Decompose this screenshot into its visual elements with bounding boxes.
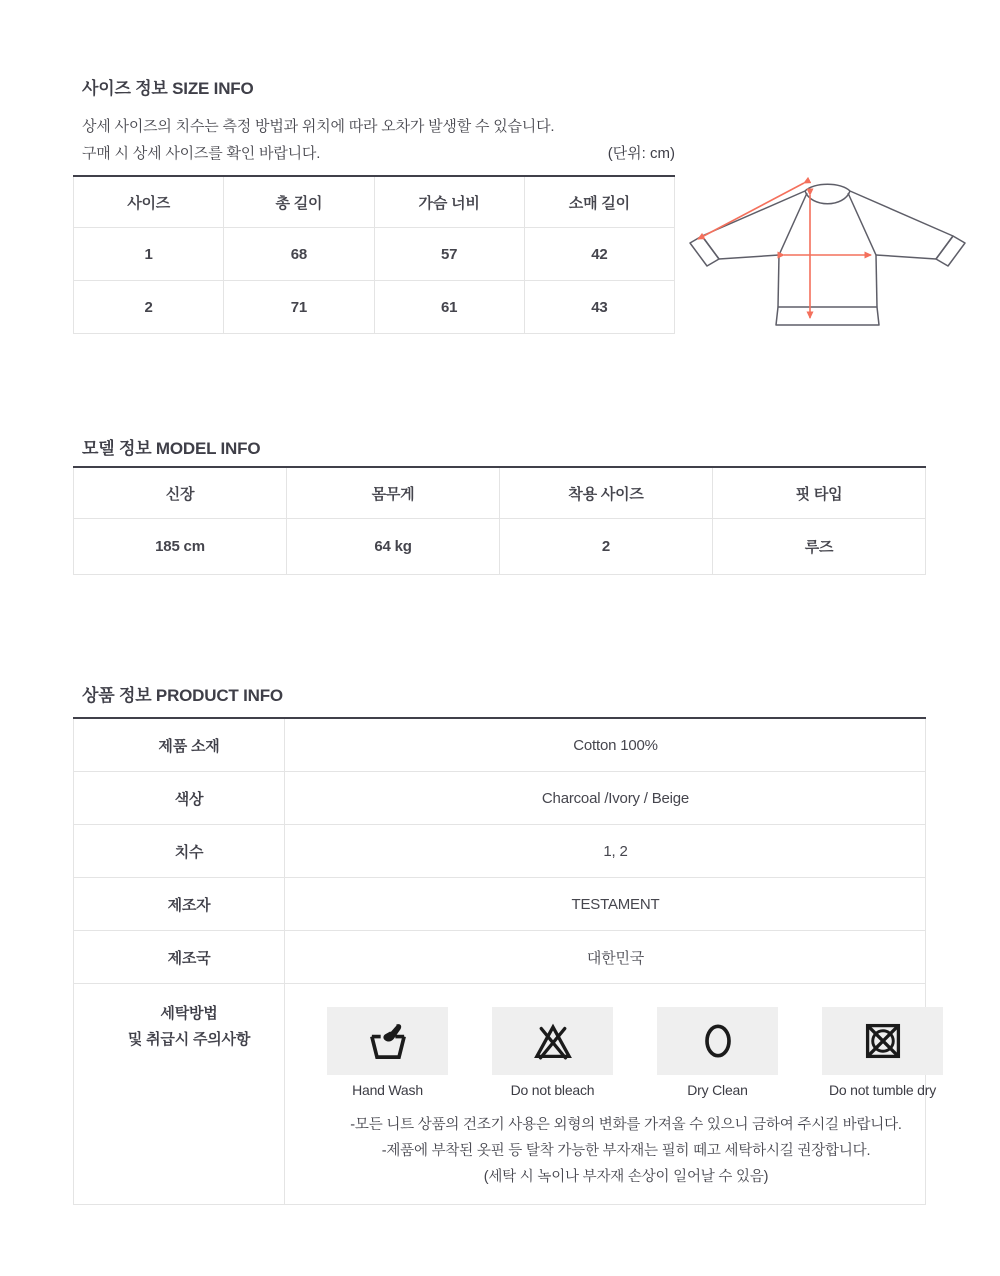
model-table-header: 몸무게 bbox=[287, 467, 500, 519]
size-info-title bbox=[82, 74, 253, 99]
size-cell: 43 bbox=[524, 281, 674, 334]
product-label: 색상 bbox=[74, 772, 285, 825]
product-row-care bbox=[74, 984, 926, 1205]
section-title-text: 상품 정보 PRODUCT INFO bbox=[82, 686, 283, 705]
product-value: TESTAMENT bbox=[285, 878, 926, 931]
care-icon-box bbox=[657, 1007, 778, 1075]
care-notes bbox=[327, 1112, 925, 1190]
product-value: Cotton 100% bbox=[285, 718, 926, 772]
size-table-header: 총 길이 bbox=[224, 176, 374, 228]
care-icon-box bbox=[327, 1007, 448, 1075]
measurement-arrows-icon bbox=[698, 183, 871, 318]
do-not-tumble-dry-icon bbox=[861, 1019, 905, 1063]
product-row-manufacturer bbox=[74, 878, 926, 931]
size-info-desc-line1: 상세 사이즈의 치수는 측정 방법과 위치에 따라 오차가 발생할 수 있습니다. bbox=[82, 118, 555, 135]
product-row-color bbox=[74, 772, 926, 825]
do-not-bleach-icon bbox=[531, 1019, 575, 1063]
size-table-row bbox=[74, 228, 675, 281]
care-icon-box bbox=[822, 1007, 943, 1075]
model-table-row bbox=[74, 519, 926, 575]
care-label-line2: 및 취급시 주의사항 bbox=[127, 1031, 251, 1048]
product-label: 치수 bbox=[74, 825, 285, 878]
product-label: 제조자 bbox=[74, 878, 285, 931]
model-table bbox=[73, 466, 926, 575]
product-value: Charcoal /Ivory / Beige bbox=[285, 772, 926, 825]
size-table bbox=[73, 175, 675, 334]
sleeve-length-arrow bbox=[698, 183, 804, 239]
model-cell: 185 cm bbox=[74, 519, 287, 575]
model-table-header: 신장 bbox=[74, 467, 287, 519]
size-table-header: 소매 길이 bbox=[524, 176, 674, 228]
care-item-do-not-tumble-dry bbox=[822, 1007, 943, 1098]
product-label: 제조국 bbox=[74, 931, 285, 984]
size-info-desc-line2: 구매 시 상세 사이즈를 확인 바랍니다. bbox=[82, 145, 321, 162]
model-info-title bbox=[82, 434, 260, 459]
size-table-header: 사이즈 bbox=[74, 176, 224, 228]
care-caption: Do not bleach bbox=[510, 1082, 595, 1098]
product-row-country bbox=[74, 931, 926, 984]
product-table bbox=[73, 717, 937, 1205]
care-content-cell bbox=[285, 984, 937, 1205]
size-table-row bbox=[74, 281, 675, 334]
size-table-header-row bbox=[74, 176, 675, 228]
care-caption: Do not tumble dry bbox=[828, 1082, 937, 1098]
size-cell: 68 bbox=[224, 228, 374, 281]
care-note-line: (세탁 시 녹이나 부자재 손상이 일어날 수 있음) bbox=[483, 1169, 769, 1185]
dry-clean-icon bbox=[696, 1019, 740, 1063]
care-icon-box bbox=[492, 1007, 613, 1075]
care-label-line1: 세탁방법 bbox=[160, 1005, 218, 1022]
size-cell: 42 bbox=[524, 228, 674, 281]
care-label bbox=[74, 984, 285, 1205]
care-item-dry-clean bbox=[657, 1007, 778, 1098]
model-table-header: 착용 사이즈 bbox=[500, 467, 713, 519]
hand-wash-icon bbox=[366, 1019, 410, 1063]
product-info-title bbox=[82, 681, 283, 706]
section-title-text: 사이즈 정보 SIZE INFO bbox=[82, 79, 254, 98]
size-cell: 61 bbox=[374, 281, 524, 334]
product-row-size bbox=[74, 825, 926, 878]
care-caption: Dry Clean bbox=[687, 1082, 748, 1098]
product-label: 제품 소재 bbox=[74, 718, 285, 772]
size-cell: 57 bbox=[374, 228, 524, 281]
product-row-material bbox=[74, 718, 926, 772]
care-note-line: -모든 니트 상품의 건조기 사용은 외형의 변화를 가져올 수 있으니 금하여 주시길 바랍니다. bbox=[350, 1117, 902, 1133]
garment-measurement-diagram bbox=[680, 160, 980, 350]
care-icons-row bbox=[327, 1007, 937, 1098]
model-cell: 루즈 bbox=[713, 519, 926, 575]
model-table-header-row bbox=[74, 467, 926, 519]
model-table-header: 핏 타입 bbox=[713, 467, 926, 519]
unit-note: (단위: cm) bbox=[607, 145, 675, 162]
care-item-hand-wash bbox=[327, 1007, 448, 1098]
care-item-do-not-bleach bbox=[492, 1007, 613, 1098]
size-cell: 1 bbox=[74, 228, 224, 281]
model-cell: 2 bbox=[500, 519, 713, 575]
product-value: 대한민국 bbox=[285, 931, 926, 984]
section-title-text: 모델 정보 MODEL INFO bbox=[82, 439, 261, 458]
size-table-header: 가슴 너비 bbox=[374, 176, 524, 228]
product-value: 1, 2 bbox=[285, 825, 926, 878]
care-note-line: -제품에 부착된 옷핀 등 탈착 가능한 부자재는 필히 떼고 세탁하시길 권장합니다. bbox=[381, 1143, 871, 1159]
size-cell: 71 bbox=[224, 281, 374, 334]
size-cell: 2 bbox=[74, 281, 224, 334]
model-cell: 64 kg bbox=[287, 519, 500, 575]
care-caption: Hand Wash bbox=[352, 1082, 423, 1098]
